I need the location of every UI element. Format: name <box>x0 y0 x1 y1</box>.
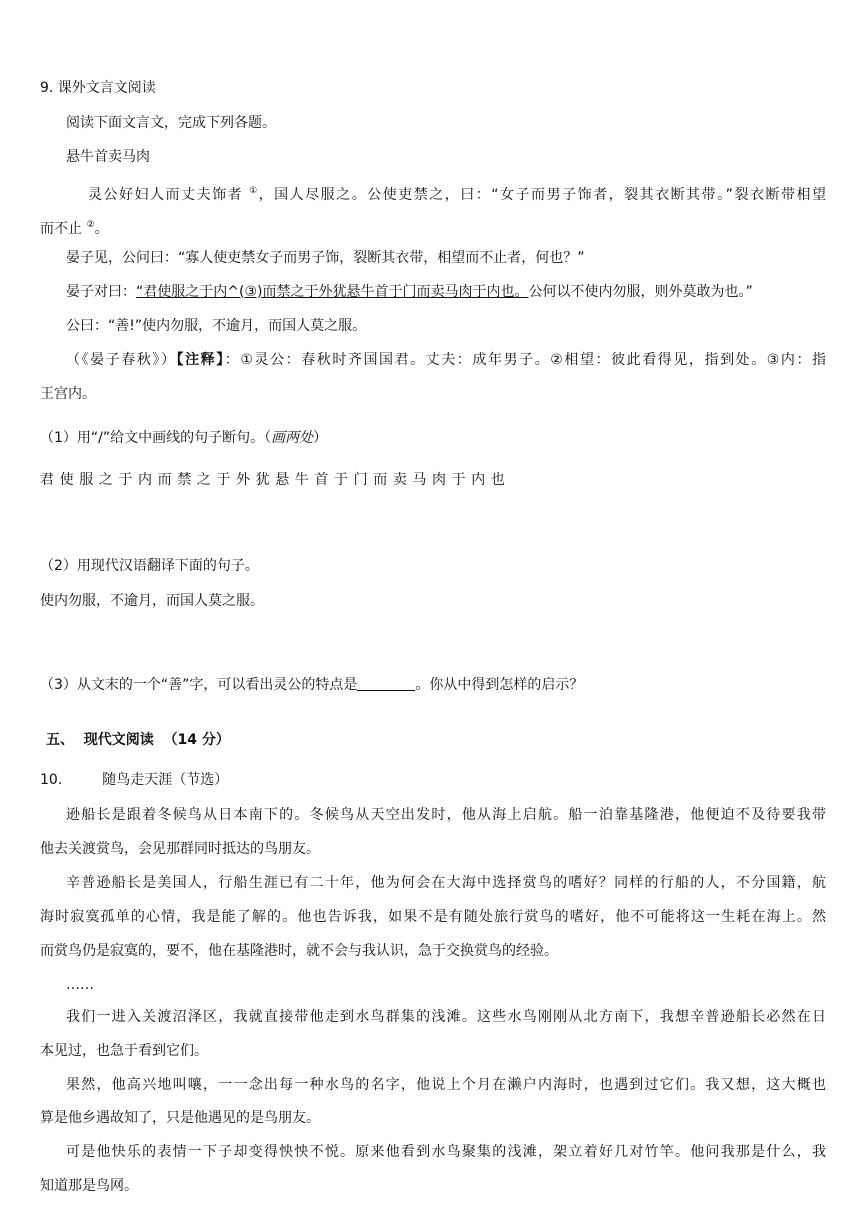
q10-p2-line3: 而赏鸟仍是寂寞的，要不，他在基隆港时，就不会与我认识，急于交换赏鸟的经验。 <box>40 943 558 959</box>
q10-p1-line1: 逊船长是跟着冬候鸟从日本南下的。冬候鸟从天空出发时，他从海上启航。船一泊靠基隆港，他便迫不及待要我带 <box>66 807 826 823</box>
q9-notes-cont: 王宫内。 <box>40 386 96 402</box>
q9-instruction: 阅读下面文言文，完成下列各题。 <box>66 115 276 131</box>
q9-subquestion-3: （3）从文末的一个“善”字，可以看出灵公的特点是 。你从中得到怎样的启示？ <box>40 677 584 693</box>
q10-p1-line2: 他去关渡赏鸟，会见那群同时抵达的鸟朋友。 <box>40 841 320 857</box>
q9-subquestion-2-sentence: 使内勿服，不逾月，而国人莫之服。 <box>40 593 264 609</box>
q10-p5-line1: 可是他快乐的表情一下子却变得怏怏不悦。原来他看到水鸟聚集的浅滩，架立着好几对竹竿。他问我那是什么，我 <box>66 1144 826 1160</box>
q9-notes: （《晏子春秋》）【注释】：①灵公：春秋时齐国国君。丈夫：成年男子。②相望：彼此看得见，指到处。③内：指 <box>66 352 827 368</box>
q10-p5-line2: 知道那是鸟网。 <box>40 1178 138 1194</box>
q9-heading: 9. 课外文言文阅读 <box>40 80 156 96</box>
answer-blank[interactable] <box>357 676 415 691</box>
q10-p2-line2: 海时寂寞孤单的心情，我是能了解的。他也告诉我，如果不是有随处旅行赏鸟的嗜好，他不可能将这一生耗在海上。然 <box>40 909 826 925</box>
section-5-heading: 五、 现代文阅读 （14 分） <box>46 732 230 748</box>
q10-p3-line2: 本见过，也急于看到它们。 <box>40 1043 208 1059</box>
q9-passage-title: 悬牛首卖马肉 <box>66 149 150 165</box>
q10-ellipsis: …… <box>66 977 94 993</box>
q9-paragraph-2: 晏子见，公问曰：“寡人使吏禁女子而男子饰，裂断其衣带，相望而不止者，何也？” <box>66 250 585 266</box>
q10-heading: 10. 随鸟走天涯（节选） <box>40 772 229 788</box>
q9-paragraph-3: 晏子对曰：“君使服之于内^(③)而禁之于外犹悬牛首于门而卖马肉于内也。公何以不使内勿服，则外莫敢为也。” <box>66 284 753 300</box>
q9-subquestion-1-sentence: 君使服之于内而禁之于外犹悬牛首于门而卖马肉于内也 <box>40 472 511 488</box>
q9-subquestion-1: （1）用“/”给文中画线的句子断句。（画两处） <box>40 430 328 446</box>
q10-p4-line1: 果然，他高兴地叫嚷，一一念出每一种水鸟的名字，他说上个月在濑户内海时，也遇到过它们。我又想，这大概也 <box>66 1077 826 1093</box>
q10-p4-line2: 算是他乡遇故知了，只是他遇见的是鸟朋友。 <box>40 1110 320 1126</box>
footnote-marker-2: ② <box>86 220 95 230</box>
underlined-sentence: “君使服之于内^(③)而禁之于外犹悬牛首于门而卖马肉于内也。 <box>136 284 529 300</box>
q9-subquestion-2: （2）用现代汉语翻译下面的句子。 <box>40 558 259 574</box>
q9-paragraph-4: 公曰：“善!”使内勿服，不逾月，而国人莫之服。 <box>66 318 367 334</box>
q10-p2-line1: 辛普逊船长是美国人，行船生涯已有二十年，他为何会在大海中选择赏鸟的嗜好？同样的行船的人，不分国籍，航 <box>66 875 826 891</box>
footnote-marker-1: ① <box>249 186 259 196</box>
q9-paragraph-1-cont: 而不止 ②。 <box>40 220 109 237</box>
q9-paragraph-1: 灵公好妇人而丈夫饰者 ①，国人尽服之。公使吏禁之，曰：“女子而男子饰者，裂其衣断其带。”裂衣断带相望 <box>88 186 826 203</box>
q10-p3-line1: 我们一进入关渡沼泽区，我就直接带他走到水鸟群集的浅滩。这些水鸟刚刚从北方南下，我想辛普逊船长必然在日 <box>66 1009 826 1025</box>
